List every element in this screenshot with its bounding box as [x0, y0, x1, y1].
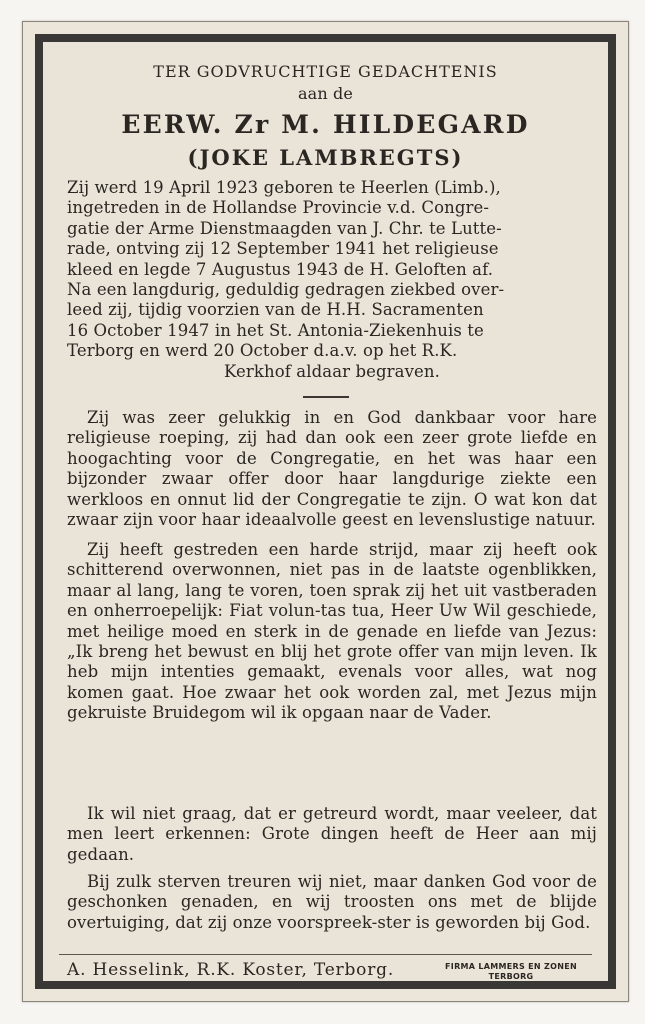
paragraph-4-text: Bij zulk sterven treuren wij niet, maar danken God voor de geschonken genaden, en wij troosten ons met de blijde overtuiging, dat zij onze voorspreek-ster is geworden bij God. [67, 872, 597, 932]
printer-name: FIRMA LAMMERS EN ZONEN [445, 962, 577, 971]
header-aan-de: aan de [297, 84, 354, 103]
bio-line: Na een langdurig, geduldig gedragen ziekbed over- [67, 280, 505, 300]
section-divider [303, 396, 349, 398]
paragraph-1 [67, 408, 597, 530]
bio-line: gatie der Arme Dienstmaagden van J. Chr. te Lutte- [67, 218, 502, 238]
bio-line: ingetreden in de Hollandse Provincie v.d. Congre- [67, 198, 490, 218]
bio-line: 16 October 1947 in het St. Antonia-Ziekenhuis te [67, 320, 484, 340]
header-dedication: TER GODVRUCHTIGE GEDACHTENIS [153, 62, 498, 81]
paragraph-3-text: Ik wil niet graag, dat er getreurd wordt, maar veeleer, dat men leert erkennen: Grote dingen heeft de Heer aan mij gedaan. [67, 804, 597, 864]
black-border-frame [35, 34, 616, 989]
card-inner-panel [43, 42, 608, 981]
footer-rule [59, 954, 592, 955]
paragraph-3 [67, 804, 597, 865]
deceased-name: EERW. Zr M. HILDEGARD [121, 110, 530, 139]
paragraph-1-text: Zij was zeer gelukkig in en God dankbaar voor hare religieuse roeping, zij had dan ook een zeer grote liefde en hoogachting voor de Congregatie, en het was haar een bijzonder zwaar offer door haar langdurige ziekte een werkloos en onnut lid der Congregatie te zijn. O wat kon dat zwaar zijn voor haar ideaalvolle geest en levenslustige natuur. [67, 408, 597, 530]
bio-line: kleed en legde 7 Augustus 1943 de H. Geloften af. [67, 259, 494, 279]
printer-credit [426, 962, 596, 982]
printer-town: TERBORG [488, 972, 534, 981]
paragraph-4 [67, 872, 597, 933]
paragraph-2 [67, 540, 597, 724]
bio-line: leed zij, tijdig voorzien van de H.H. Sacramenten [67, 300, 484, 320]
bio-line: Terborg en werd 20 October d.a.v. op het R.K. [67, 341, 458, 361]
sexton-credit: A. Hesselink, R.K. Koster, Terborg. [67, 960, 395, 980]
bio-line: Kerkhof aldaar begraven. [224, 361, 440, 381]
civil-name: (JOKE LAMBREGTS) [187, 145, 464, 170]
biography-block [67, 178, 597, 382]
paragraph-2-text: Zij heeft gestreden een harde strijd, maar zij heeft ook schitterend overwonnen, niet pas in de laatste ogenblikken, maar al lang, lang te voren, toen sprak zij het uit vastberaden en onherroepelijk: Fiat volun-tas tua, Heer Uw Wil geschiede, met heilige moed en sterk in de genade en liefde van Jezus: „Ik breng het bewust en blij het grote offer van mijn leven. Ik heb mijn intenties gemaakt, evenals voor alles, wat nog komen gaat. Hoe zwaar het ook worden zal, met Jezus mijn gekruiste Bruidegom wil ik opgaan naar de Vader. [67, 540, 597, 723]
bio-line: rade, ontving zij 12 September 1941 het religieuse [67, 239, 499, 259]
bio-line: Zij werd 19 April 1923 geboren te Heerlen (Limb.), [67, 178, 501, 197]
memorial-card [22, 21, 629, 1002]
